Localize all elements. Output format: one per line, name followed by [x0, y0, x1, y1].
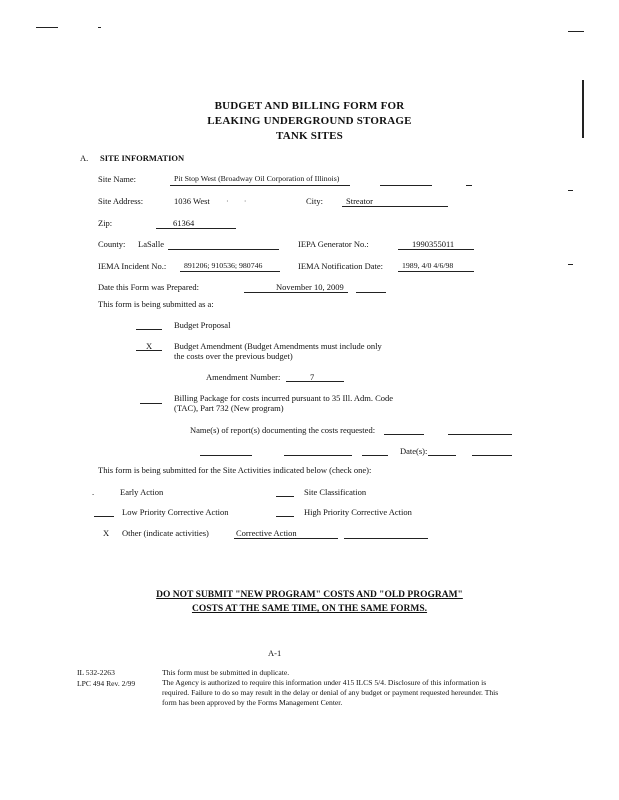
- form-title-line-3: TANK SITES: [276, 130, 343, 142]
- amendment-number-line: [286, 381, 344, 382]
- scan-mark-right-dash-1: [568, 190, 573, 191]
- site-classification-label: Site Classification: [304, 487, 367, 497]
- low-priority-label: Low Priority Corrective Action: [122, 507, 229, 517]
- generator-value[interactable]: 1990355011: [412, 239, 455, 249]
- date-prepared-value[interactable]: November 10, 2009: [276, 282, 344, 292]
- dates-line-1: [428, 455, 456, 456]
- page-number: A-1: [268, 648, 282, 658]
- site-address-value[interactable]: 1036 West: [174, 196, 210, 206]
- iema-notification-label: IEMA Notification Date:: [298, 261, 383, 271]
- city-line: [342, 206, 448, 207]
- iema-notification-value[interactable]: 1989, 4/0 4/6/98: [402, 261, 454, 270]
- date-prepared-label: Date this Form was Prepared:: [98, 282, 200, 292]
- site-name-value[interactable]: Pit Stop West (Broadway Oil Corporation of Illinois): [174, 174, 340, 183]
- other-value[interactable]: Corrective Action: [236, 528, 297, 538]
- section-letter: A.: [80, 153, 89, 163]
- other-label: Other (indicate activities): [122, 528, 209, 538]
- scan-mark-top-left: [36, 27, 58, 28]
- high-priority-label: High Priority Corrective Action: [304, 507, 412, 517]
- date-prepared-line: [244, 292, 348, 293]
- budget-amendment-mark[interactable]: X: [146, 341, 153, 351]
- form-code-1: IL 532-2263: [77, 668, 115, 677]
- iema-incident-label: IEMA Incident No.:: [98, 261, 167, 271]
- warning-line-1: DO NOT SUBMIT "NEW PROGRAM" COSTS AND "OLD PROGRAM": [156, 590, 463, 600]
- form-title-line-1: BUDGET AND BILLING FORM FOR: [214, 100, 405, 112]
- scan-mark-right-dash-2: [568, 264, 573, 265]
- dates-line-2: [472, 455, 512, 456]
- reports-line-5: [362, 455, 388, 456]
- generator-label: IEPA Generator No.:: [298, 239, 369, 249]
- form-title-line-2: LEAKING UNDERGROUND STORAGE: [207, 115, 412, 127]
- amendment-number-label: Amendment Number:: [206, 372, 281, 382]
- other-line-1: [234, 538, 338, 539]
- dates-label: Date(s):: [400, 446, 428, 456]
- budget-proposal-label: Budget Proposal: [174, 320, 231, 330]
- zip-line: [156, 228, 236, 229]
- reports-line-2: [448, 434, 512, 435]
- generator-line: [398, 249, 474, 250]
- site-name-label: Site Name:: [98, 174, 137, 184]
- budget-proposal-checkline: [136, 329, 162, 330]
- county-value[interactable]: LaSalle: [138, 239, 164, 249]
- activities-intro: This form is being submitted for the Site Activities indicated below (check one):: [98, 465, 372, 475]
- site-classification-checkline: [276, 496, 294, 497]
- reports-line-1: [384, 434, 424, 435]
- iema-incident-value[interactable]: 891206; 910536; 980746: [184, 261, 263, 270]
- budget-amendment-label: Budget Amendment (Budget Amendments must include only the costs over the previous budget): [174, 341, 382, 361]
- other-mark[interactable]: X: [103, 528, 110, 538]
- city-value[interactable]: Streator: [346, 196, 373, 206]
- zip-label: Zip:: [98, 218, 113, 228]
- site-name-line-2: [380, 185, 432, 186]
- billing-package-label: Billing Package for costs incurred pursuant to 35 Ill. Adm. Code (TAC), Part 732 (New program): [174, 393, 394, 413]
- footer-note-1: This form must be submitted in duplicate.: [162, 668, 290, 677]
- date-prepared-line-2: [356, 292, 386, 293]
- high-priority-checkline: [276, 516, 294, 517]
- billing-package-checkline: [140, 403, 162, 404]
- iema-notification-line: [398, 271, 474, 272]
- footer-note-2: The Agency is authorized to require this information under 415 ILCS 5/4. Disclosure of this information is required. Failure to do so may result in the delay or denial of any budget or payment requested hereunder. This form has been approved by the Forms Management Center.: [162, 678, 499, 707]
- county-line: [168, 249, 279, 250]
- form-code-2: LPC 494 Rev. 2/99: [77, 679, 136, 688]
- budget-amendment-checkline: [136, 350, 162, 351]
- early-action-label: Early Action: [120, 487, 164, 497]
- reports-label: Name(s) of report(s) documenting the costs requested:: [190, 425, 376, 435]
- reports-line-4: [284, 455, 352, 456]
- scan-mark-top-right: [568, 31, 584, 32]
- site-name-line: [170, 185, 350, 186]
- low-priority-checkline: [94, 516, 114, 517]
- site-name-line-3: [466, 185, 472, 186]
- site-address-label: Site Address:: [98, 196, 144, 206]
- site-address-faint: · ·: [226, 196, 247, 206]
- county-label: County:: [98, 239, 126, 249]
- section-title: SITE INFORMATION: [100, 153, 185, 163]
- amendment-number-value[interactable]: 7: [310, 372, 315, 382]
- reports-line-3: [200, 455, 252, 456]
- warning-line-2: COSTS AT THE SAME TIME, ON THE SAME FORMS.: [191, 604, 428, 614]
- city-label: City:: [306, 196, 324, 206]
- iema-incident-line: [180, 271, 280, 272]
- early-action-dot: .: [92, 487, 95, 497]
- zip-value[interactable]: 61364: [173, 218, 195, 228]
- other-line-2: [344, 538, 428, 539]
- submission-intro: This form is being submitted as a:: [98, 299, 214, 309]
- scan-mark-top-left-dot: [98, 27, 101, 28]
